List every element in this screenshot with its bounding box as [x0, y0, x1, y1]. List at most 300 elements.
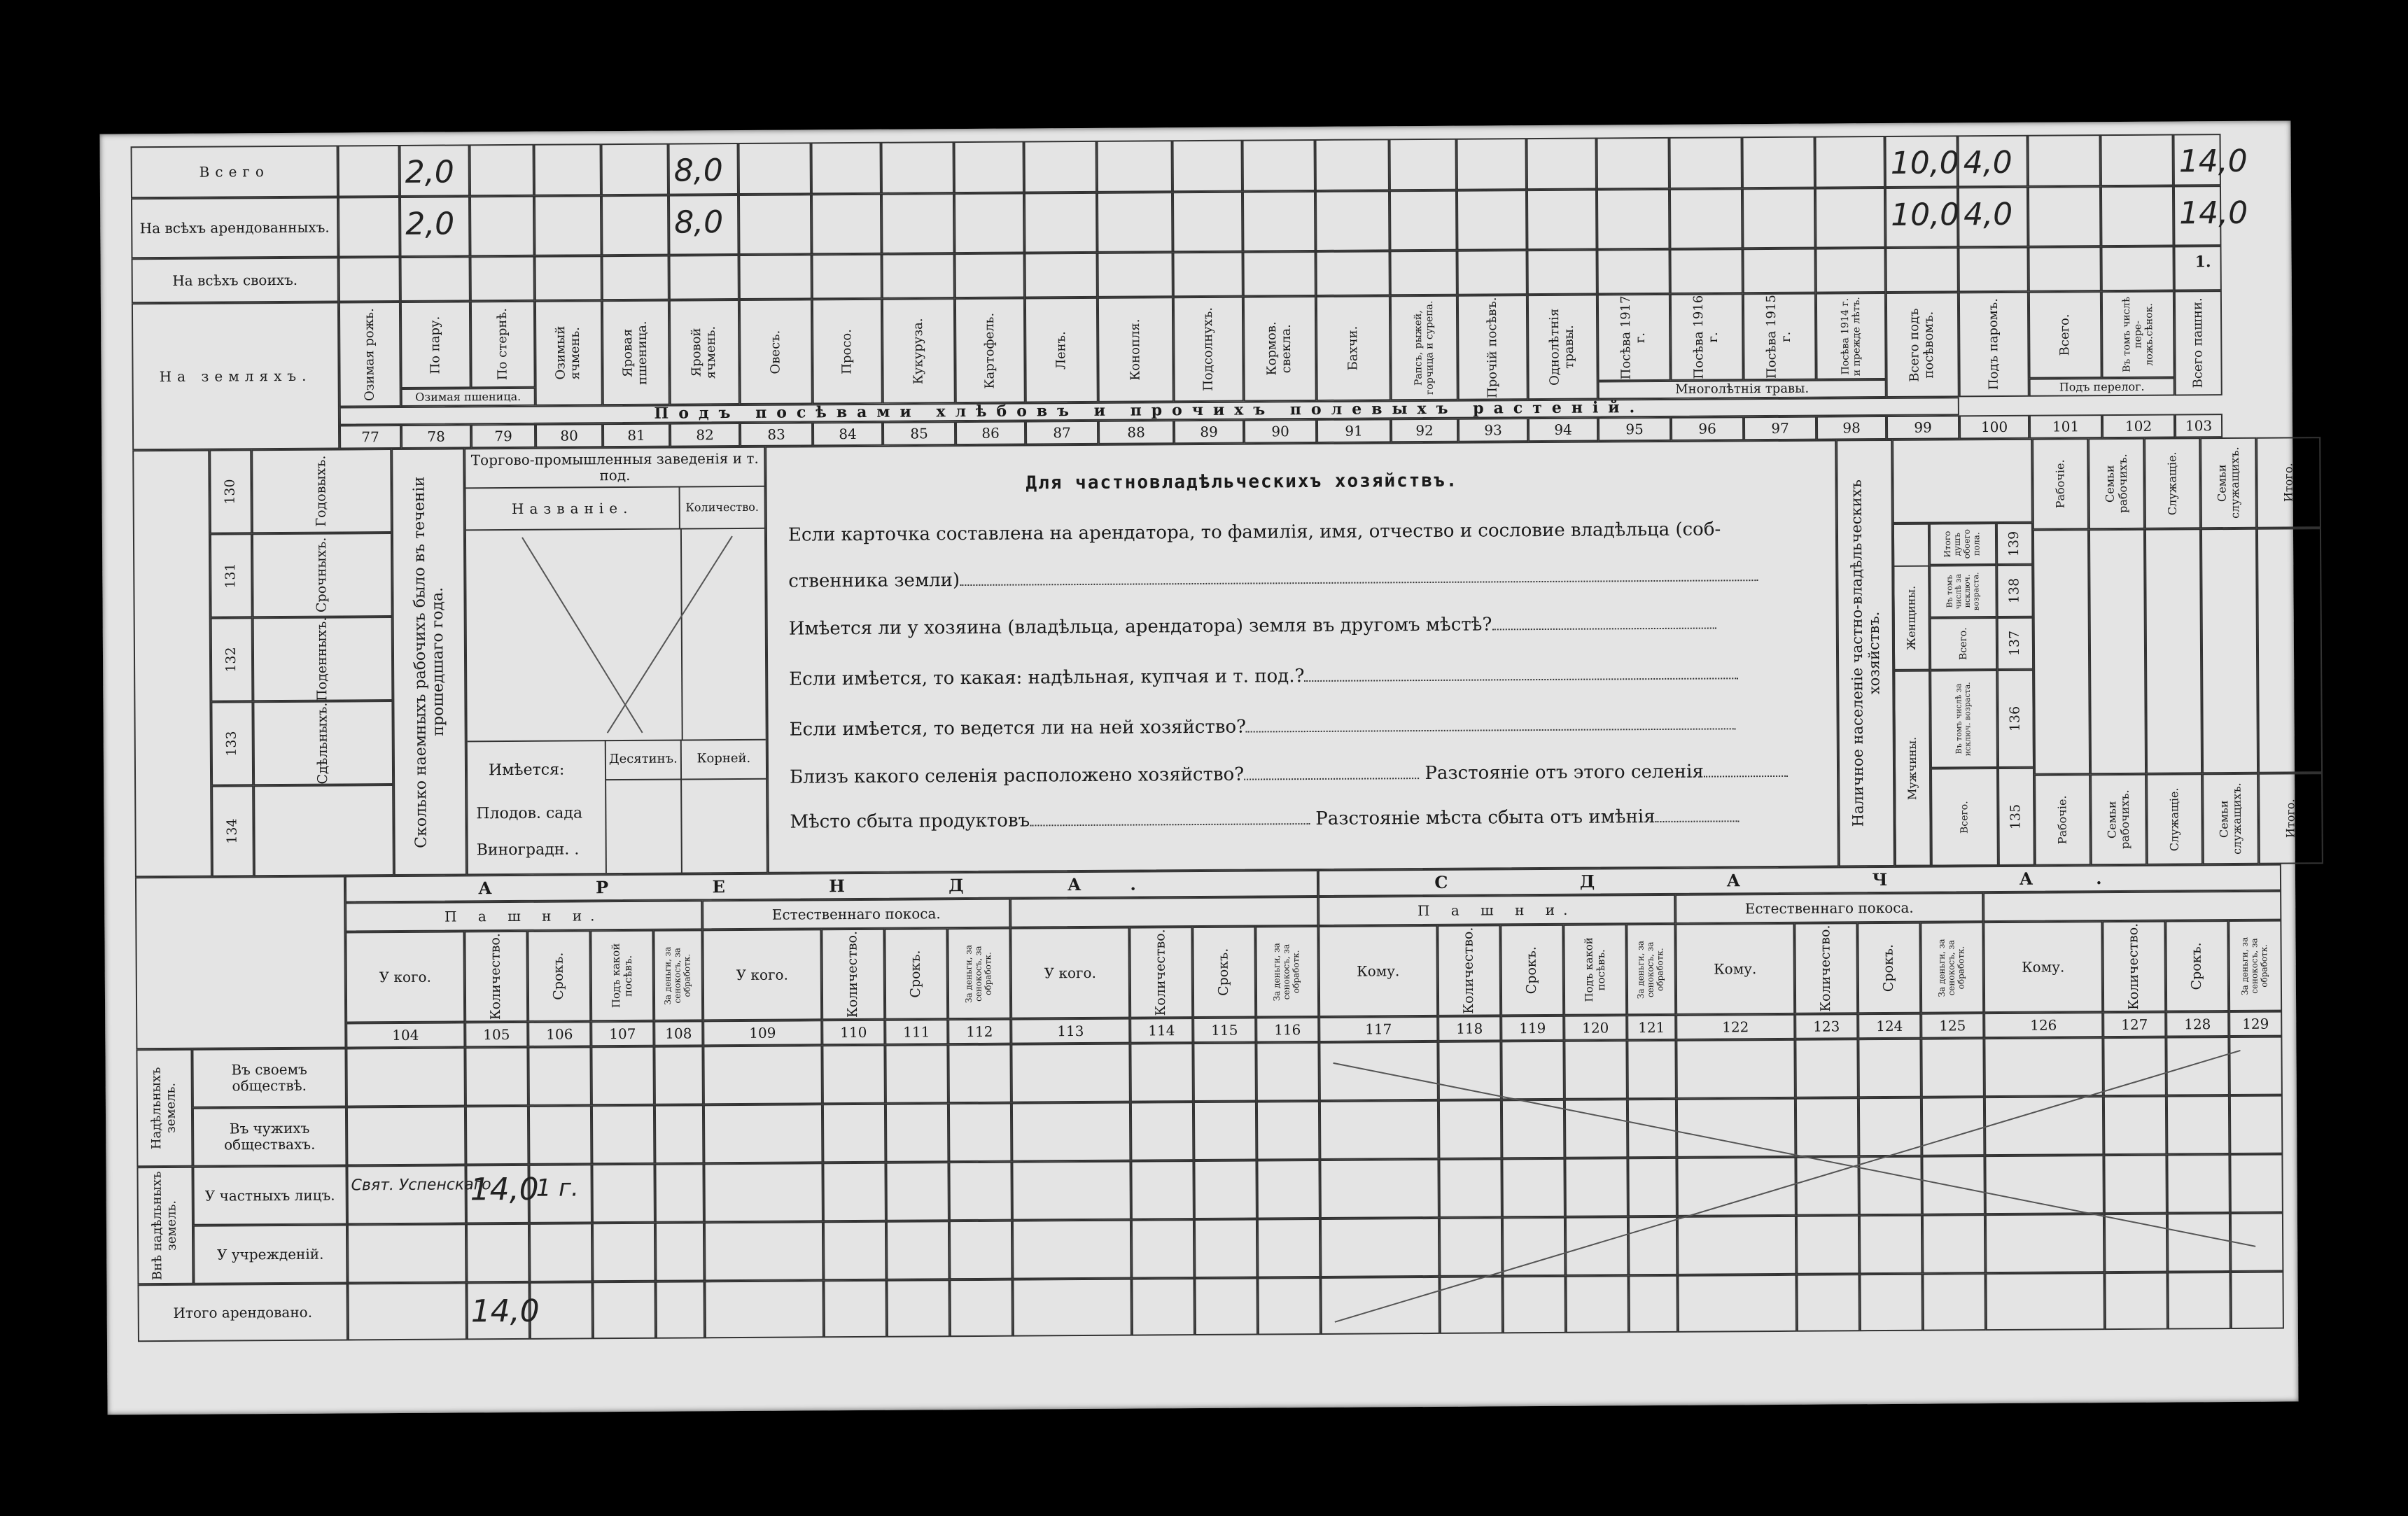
rent-value-cell — [704, 1280, 823, 1338]
private-title: Для частновладѣльческихъ хозяйствъ. — [1026, 470, 1459, 494]
workers-title: Сколько наемныхъ рабочихъ было въ теченiи прошедшаго года. — [410, 476, 447, 848]
pop-col-top — [2088, 438, 2145, 529]
trade-crossout — [466, 529, 766, 741]
crop-number-text: 97 — [1771, 419, 1789, 437]
pop-incl — [1930, 670, 1998, 768]
crop-header — [1173, 297, 1244, 402]
rent-value-cell — [592, 1282, 655, 1340]
rent-col-number-text: 117 — [1365, 1020, 1392, 1038]
group-wheat-text: Озимая пшеница. — [415, 389, 522, 404]
rent-col-number — [1921, 1013, 1984, 1039]
crop-header-text: Посѣва 1917 г. — [1618, 295, 1648, 380]
pop-itogo — [1929, 523, 1996, 566]
handwritten-value: 14,0 — [470, 1171, 539, 1208]
rent-value-cell — [655, 1222, 705, 1281]
pop-col-top-text: Семьи рабочихъ. — [2102, 454, 2129, 514]
workers-margin — [132, 450, 212, 878]
worker-col-text: Годовыхъ. — [313, 455, 329, 527]
worker-col — [253, 701, 393, 785]
rent-col-number-text: 128 — [2184, 1015, 2211, 1032]
crop-header — [739, 299, 813, 405]
worker-number — [211, 701, 253, 785]
rent-col-term — [1500, 925, 1564, 1016]
crop-header-text: По стернѣ. — [494, 308, 510, 381]
rent-value-cell — [703, 1045, 822, 1104]
value-cell — [1172, 252, 1242, 297]
value-cell — [1885, 247, 1958, 293]
crop-number — [670, 423, 740, 447]
rent-col-number — [1193, 1018, 1256, 1044]
pop-col-top — [2032, 438, 2089, 529]
rent-value-cell — [1194, 1219, 1258, 1279]
rent-col-term-text: Срокъ. — [2188, 942, 2205, 990]
private-line-4 — [789, 663, 1738, 689]
private-line-6b-dots — [1704, 775, 1788, 778]
nadel-label-text: Надѣльныхъ земель. — [148, 1067, 179, 1149]
rent-col-money — [1626, 924, 1676, 1015]
value-cell — [881, 193, 955, 254]
rent-col-money — [1255, 926, 1319, 1018]
rent-col-term-text: Срокъ. — [550, 952, 567, 1000]
crop-header — [1743, 293, 1816, 381]
crop-header — [1816, 293, 1886, 380]
crop-header — [1098, 297, 1174, 402]
value-cell — [1958, 247, 2028, 293]
rent-value-cell — [592, 1105, 655, 1165]
rent-value-cell — [1130, 1102, 1194, 1161]
crop-header-text: По пару. — [427, 316, 443, 374]
handwritten-mark: 1. — [2194, 253, 2211, 272]
rent-col-who — [1010, 927, 1130, 1019]
crop-header-text: Посѣва 1915 г. — [1764, 294, 1794, 379]
rent-col-crop-text: Подъ какой посѣвъ. — [1582, 937, 1607, 1002]
rent-value-cell — [886, 1279, 949, 1338]
sdacha-pokos-text: Естественнаго покоса. — [1744, 899, 1914, 917]
rent-col-money-text: За деньги, за сенокосъ, за обработк. — [2239, 936, 2269, 995]
pop-number — [1996, 523, 2033, 565]
value-cell — [1024, 192, 1098, 253]
pop-incl-text: Въ томъ числѣ за исключ. возраста. — [1954, 682, 1973, 757]
pop-men-label — [1893, 671, 1931, 866]
arenda-pokos — [702, 899, 1010, 930]
value-cell — [1670, 248, 1742, 294]
rent-col-qty-text: Количество. — [1817, 925, 1834, 1012]
value-cell — [1457, 138, 1527, 190]
private-line-6-dots — [1244, 778, 1419, 780]
rent-col-number-text: 107 — [609, 1025, 636, 1042]
worker-number-text: 132 — [223, 647, 239, 673]
rent-value-cell — [1194, 1278, 1257, 1336]
rent-col-number — [1564, 1015, 1627, 1041]
row-label-rented — [131, 197, 339, 258]
worker-number — [211, 785, 254, 876]
own-society-label-text: Въ своемъ обществѣ. — [231, 1060, 307, 1095]
crop-number-text: 90 — [1271, 422, 1289, 440]
crop-number — [340, 425, 401, 449]
rent-col-number — [1627, 1015, 1676, 1040]
crop-number-text: 92 — [1415, 421, 1434, 439]
private-line-3-dots — [1492, 627, 1716, 630]
arenda-extra — [1010, 897, 1318, 928]
trade-name-header — [466, 488, 680, 531]
trade-name-text: Названiе. — [511, 499, 634, 517]
rent-col-qty — [464, 931, 528, 1023]
rent-value-cell — [1256, 1160, 1320, 1219]
rent-value-cell — [1011, 1102, 1131, 1162]
rent-value-cell — [1256, 1101, 1320, 1160]
rent-value-cell — [886, 1103, 949, 1163]
crop-header-text: Подъ паромъ. — [1985, 298, 2001, 391]
crop-header-text: Просо. — [839, 328, 855, 374]
value-cell — [339, 257, 400, 302]
value-cell — [1242, 251, 1315, 297]
rent-col-number-text: 108 — [665, 1024, 692, 1042]
crop-number-text: 81 — [627, 426, 645, 444]
pop-col-top — [2144, 437, 2201, 528]
crop-header — [1457, 295, 1528, 400]
rent-col-money-text: За деньги, за сенокосъ, за обработк. — [662, 946, 692, 1005]
rent-col-number — [465, 1022, 528, 1048]
crop-number — [1816, 416, 1886, 440]
crop-header-text: Прочiй посѣвъ. — [1484, 297, 1500, 398]
worker-empty — [253, 785, 394, 876]
rent-col-number-text: 116 — [1274, 1020, 1301, 1038]
workers-table — [209, 449, 394, 877]
handwritten-value: 10,0 — [1891, 197, 1960, 233]
private-persons-label — [192, 1165, 347, 1225]
value-cell — [1025, 253, 1098, 298]
private-line-7b-dots — [1656, 820, 1740, 822]
rent-value-cell — [1131, 1219, 1195, 1279]
crop-number-text: 77 — [361, 428, 379, 445]
value-cell — [1315, 139, 1390, 191]
worker-col-text: Сдѣльныхъ. — [314, 702, 331, 785]
worker-col — [252, 533, 393, 617]
private-persons-label-text: У частныхъ лицъ. — [204, 1186, 335, 1205]
rent-col-number — [1256, 1017, 1319, 1043]
rent-col-term-text: Срокъ. — [1215, 948, 1232, 996]
rent-col-number — [654, 1020, 703, 1046]
crop-number — [955, 421, 1026, 446]
crop-header-text: Картофель. — [981, 312, 997, 389]
rent-col-number-text: 129 — [2242, 1015, 2269, 1032]
crop-header-text: Овесъ. — [767, 330, 783, 374]
rent-value-cell — [346, 1165, 466, 1224]
crop-number-text: 103 — [2185, 416, 2213, 434]
rent-value-cell — [704, 1163, 823, 1222]
rent-value-cell — [885, 1044, 948, 1104]
pop-col-body — [2089, 529, 2146, 774]
crop-number — [1391, 419, 1458, 443]
crop-number — [1959, 415, 2029, 440]
value-cell — [812, 254, 882, 300]
crop-header-text: Озимая рожь. — [361, 307, 377, 401]
value-cell — [1597, 189, 1670, 250]
rent-col-qty — [2102, 921, 2166, 1013]
group-grass-text: Многолѣтнiя травы. — [1675, 381, 1809, 397]
crop-header-text: Всего пашни. — [2190, 297, 2206, 388]
sdacha-crossout — [1319, 1037, 2284, 1336]
handwritten-value: 2,0 — [405, 154, 454, 190]
crop-number — [1598, 417, 1671, 442]
value-cell — [1670, 188, 1743, 249]
rent-col-qty-text: Количество. — [487, 933, 504, 1020]
crop-header-text: Всего. — [2057, 314, 2073, 356]
pop-women-label — [1893, 566, 1930, 671]
pop-col-bottom-text: Семьи рабочихъ. — [2104, 789, 2132, 850]
rent-col-money — [2228, 920, 2282, 1011]
worker-col — [251, 449, 392, 533]
rent-col-money-text: За деньги, за сенокосъ, за обработк. — [1635, 940, 1665, 999]
crop-number-text: 79 — [494, 427, 512, 444]
value-cell — [2101, 185, 2174, 246]
row-label-rented-text: На всѣхъ арендованныхъ. — [139, 218, 330, 237]
pop-men-label-text: Мужчины. — [1905, 736, 1919, 800]
rent-col-crop — [590, 930, 654, 1022]
rent-col-number-text: 118 — [1456, 1020, 1483, 1037]
rent-value-cell — [1011, 1044, 1130, 1103]
crop-header-text: Однолѣтнiя травы. — [1547, 308, 1577, 386]
arenda-banner-text: А Р Е Н Д А. — [478, 873, 1185, 899]
crop-header-text: Рапсъ, рыжей, горчица и сурепа. — [1412, 300, 1436, 395]
rent-value-cell — [1194, 1102, 1257, 1161]
rent-col-qty — [1794, 922, 1858, 1014]
rent-col-money-text: За деньги, за сенокосъ, за обработк. — [963, 944, 993, 1003]
crop-header — [1025, 297, 1098, 403]
rent-value-cell — [1131, 1278, 1194, 1336]
value-cell — [1172, 140, 1242, 192]
pop-col-bottom — [2146, 773, 2203, 864]
private-line-4-text: Если имѣется, то какая: надѣльная, купчая и т. под.? — [789, 666, 1305, 690]
rent-value-cell — [1193, 1043, 1256, 1102]
worker-number-text: 133 — [223, 731, 239, 757]
rent-value-cell — [654, 1104, 704, 1163]
crop-number-text: 98 — [1842, 419, 1861, 436]
crop-header-text: Всего подъ посѣвомъ. — [1907, 308, 1937, 382]
private-line-6 — [790, 761, 1788, 788]
crop-number-text: 93 — [1484, 421, 1502, 439]
pop-number — [1997, 617, 2033, 670]
rent-col-number-text: 124 — [1876, 1017, 1903, 1034]
value-cell — [1242, 191, 1316, 252]
crop-number — [1317, 419, 1391, 443]
row-label-total-text: Всего — [199, 162, 270, 181]
rent-col-number-text: 120 — [1582, 1018, 1609, 1037]
row-label-total — [131, 145, 338, 198]
sdacha-pokos — [1675, 892, 1983, 924]
vne-label-text: Внѣ надѣльныхъ земель. — [149, 1171, 180, 1280]
rent-col-number — [948, 1019, 1011, 1045]
pop-col-top-text: Семьи служащихъ. — [2214, 447, 2241, 519]
rent-value-cell — [528, 1105, 592, 1165]
value-cell — [2028, 246, 2101, 292]
pop-number — [1996, 565, 2033, 617]
rent-col-number-text: 119 — [1519, 1019, 1546, 1037]
population-title-cell — [1836, 440, 1895, 866]
rent-col-number — [1858, 1013, 1921, 1039]
rent-col-number — [1795, 1013, 1858, 1039]
crop-number-text: 87 — [1053, 423, 1071, 441]
value-cell — [2101, 246, 2174, 291]
pop-number-text: 137 — [2006, 631, 2023, 657]
rent-col-number-text: 126 — [2030, 1016, 2057, 1034]
crop-number-text: 88 — [1127, 423, 1145, 441]
private-line-7b-text: Разстоянiе мѣста сбыта отъ имѣнiя — [1315, 806, 1656, 829]
rent-col-number — [1676, 1014, 1795, 1040]
rent-value-cell — [466, 1223, 530, 1283]
rent-total-label-text: Итого арендовано. — [173, 1303, 313, 1321]
crop-header-text: Озимый ячмень. — [553, 326, 583, 381]
crop-header-text: Посѣва 1916 г. — [1691, 295, 1721, 379]
value-cell — [534, 195, 602, 256]
rent-col-number-text: 115 — [1211, 1021, 1238, 1039]
rent-col-to-whom-text: Кому. — [1714, 960, 1757, 978]
rent-value-cell — [822, 1163, 886, 1222]
trade-title-text: Торгово-промышленныя заведенiя и т. под. — [470, 449, 759, 484]
value-cell — [1815, 136, 1885, 188]
crop-header — [955, 298, 1026, 404]
value-cell — [400, 256, 470, 302]
value-cell — [1457, 250, 1527, 295]
crop-number — [813, 422, 883, 447]
pop-col-body — [2257, 528, 2323, 773]
crop-number-text: 85 — [910, 424, 928, 442]
pop-col-bottom — [2202, 773, 2259, 864]
rent-value-cell — [592, 1164, 655, 1223]
rent-col-number — [2229, 1011, 2282, 1037]
worker-col-text: Срочныхъ. — [314, 537, 330, 613]
rent-value-cell — [822, 1045, 886, 1104]
crop-number — [471, 424, 536, 449]
trade-qty-text: Количество. — [685, 500, 759, 514]
other-society-label-text: Въ чужихъ обществахъ. — [224, 1119, 316, 1153]
crop-number — [740, 422, 813, 447]
value-cell — [534, 143, 601, 196]
rent-value-cell — [528, 1046, 592, 1106]
pop-col-top — [2256, 437, 2321, 528]
pop-incl-text: Въ томъ числѣ за исключ. возраста. — [1945, 572, 1981, 611]
rent-col-number — [346, 1022, 465, 1048]
desyatin-text: Десятинъ. — [608, 751, 678, 766]
private-line-3 — [789, 612, 1716, 639]
private-line-2 — [788, 565, 1758, 591]
crop-header-text: Бахчи. — [1345, 325, 1361, 371]
crop-header — [882, 298, 955, 404]
rent-table — [135, 864, 2298, 1342]
crop-number-text: 82 — [696, 426, 714, 443]
group-grass — [1598, 379, 1886, 400]
crop-number-text: 102 — [2124, 417, 2152, 435]
crop-number-text: 89 — [1200, 423, 1218, 440]
private-line-5-dots — [1246, 728, 1736, 732]
crop-header-text: Яровой ячмень. — [689, 325, 719, 379]
rent-value-cell — [465, 1106, 529, 1165]
rent-col-term — [527, 930, 591, 1022]
rent-col-number-text: 111 — [903, 1023, 930, 1041]
crop-header — [535, 300, 603, 406]
rent-col-number — [703, 1020, 822, 1046]
group-fallow — [2029, 377, 2175, 396]
crop-header — [602, 300, 670, 406]
pop-col-body — [2145, 528, 2202, 773]
rent-col-number — [1438, 1016, 1501, 1041]
worker-number — [211, 617, 253, 701]
private-line-7 — [790, 806, 1739, 832]
arenda-pokos-text: Естественнаго покоса. — [771, 904, 941, 923]
rent-col-number — [1011, 1018, 1130, 1044]
crop-header — [400, 301, 471, 388]
crop-header-text: Кормов. свекла. — [1264, 321, 1294, 376]
rent-value-cell — [948, 1044, 1011, 1104]
crop-header-text: Ленъ. — [1053, 330, 1069, 370]
value-cell — [1815, 248, 1885, 293]
pop-col-bottom-text: Семьи служащихъ. — [2216, 782, 2244, 855]
value-cell — [882, 253, 955, 299]
rent-value-cell — [346, 1106, 466, 1165]
private-line-2-dots — [960, 580, 1758, 586]
rent-col-crop-text: Подъ какой посѣвъ. — [609, 943, 634, 1009]
rent-col-who — [345, 931, 465, 1023]
crop-number — [1458, 418, 1528, 442]
census-card — [99, 120, 2298, 1415]
crop-header — [2101, 290, 2175, 378]
rent-value-cell — [823, 1280, 886, 1338]
crop-number-text: 84 — [839, 425, 857, 442]
roots-text: Корней. — [696, 750, 751, 766]
rent-col-number — [2103, 1012, 2166, 1038]
crop-number-text: 96 — [1698, 419, 1716, 437]
private-line-1: Если карточка составлена на арендатора, то фамилiя, имя, отчество и сословие владѣльца (соб- — [788, 519, 1721, 546]
value-cell — [739, 254, 812, 300]
value-cell — [1098, 252, 1173, 297]
crop-number — [2175, 414, 2222, 437]
crop-number-text: 100 — [1980, 418, 2008, 435]
crop-header-text: Посѣва 1914 г. и прежде лѣтъ. — [1839, 296, 1863, 376]
rent-value-cell — [654, 1163, 704, 1222]
rent-value-cell — [592, 1223, 656, 1282]
rent-value-cell — [823, 1221, 887, 1281]
crop-header — [1390, 295, 1458, 401]
private-line-2-text: ственника земли) — [788, 570, 960, 592]
pop-col-body — [2201, 528, 2258, 773]
rent-value-cell — [704, 1221, 824, 1281]
sdacha-extra — [1983, 891, 2281, 922]
value-cell — [1815, 188, 1886, 248]
handwritten-value: 1 г. — [536, 1174, 579, 1202]
pop-number — [1997, 670, 2034, 768]
row-label-own-text: На всѣхъ своихъ. — [172, 271, 298, 289]
pop-col-bottom-text: Итого. — [2283, 799, 2297, 838]
value-cell — [338, 197, 400, 258]
crop-header — [1527, 295, 1598, 400]
rent-col-money — [947, 928, 1011, 1020]
rent-value-cell — [1257, 1277, 1320, 1335]
pop-col-bottom-text: Служащiе. — [2166, 787, 2181, 851]
worker-number-text: 131 — [223, 563, 239, 589]
rent-value-cell — [822, 1104, 886, 1163]
rent-value-cell — [1011, 1161, 1131, 1221]
rent-col-qty-text: Количество. — [1460, 927, 1477, 1014]
handwritten-value: 8,0 — [674, 204, 724, 241]
crop-number-text: 95 — [1625, 420, 1644, 437]
crop-number — [1744, 416, 1816, 441]
rent-col-number — [885, 1019, 948, 1045]
rent-col-qty-text: Количество. — [2125, 922, 2142, 1010]
rent-value-cell — [949, 1221, 1013, 1280]
crop-header — [669, 300, 740, 405]
rent-value-cell — [654, 1046, 704, 1104]
rent-value-cell — [347, 1223, 467, 1283]
